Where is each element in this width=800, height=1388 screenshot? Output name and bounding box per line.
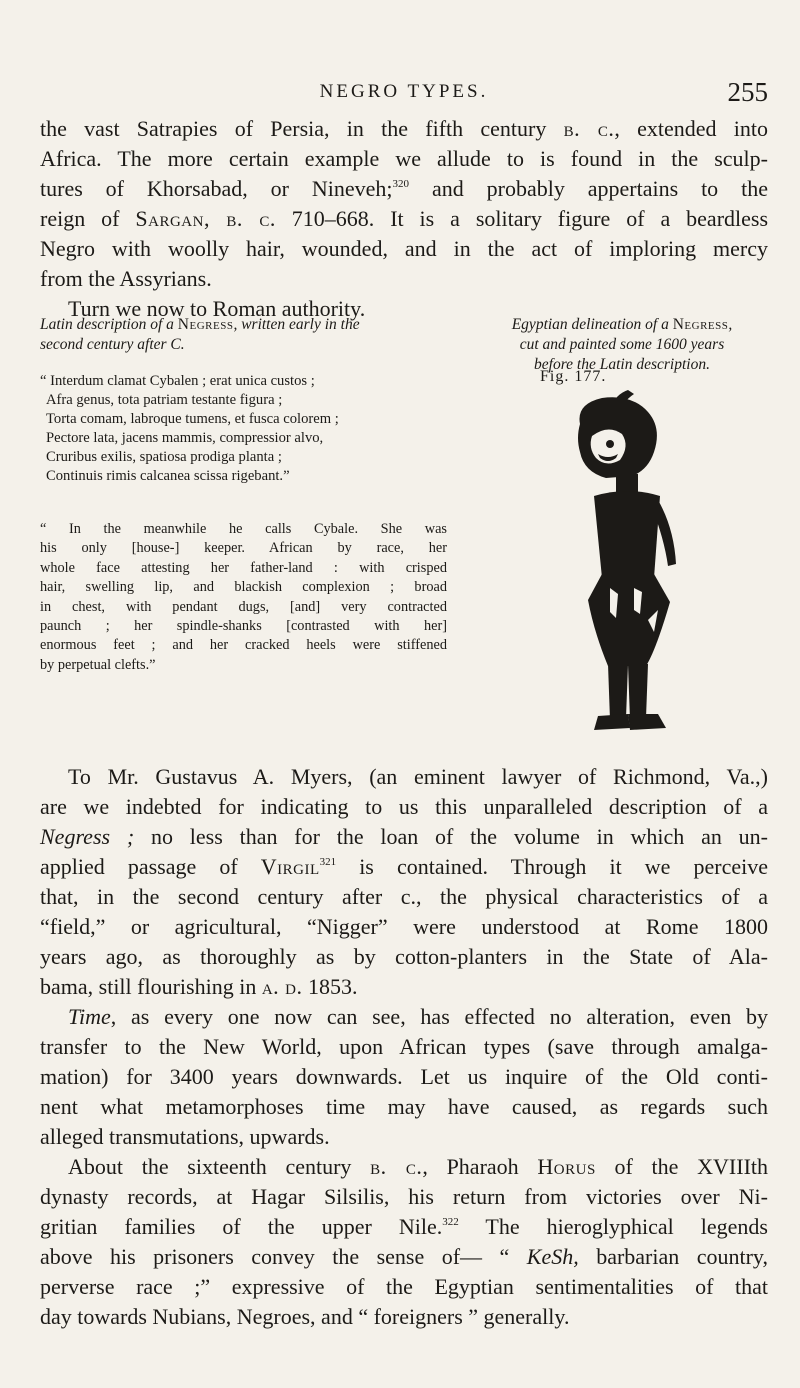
translation-line: paunch ; her spindle-shanks [contrasted with her] bbox=[40, 618, 447, 635]
translation-line: in chest, with pendant dugs, [and] very contracted bbox=[40, 598, 447, 615]
text-line: bama, still flourishing in a. d. 1853. bbox=[40, 974, 358, 999]
running-title: NEGRO TYPES. bbox=[319, 81, 489, 102]
text-line: above his prisoners convey the sense of— “ KeSh, barbarian country, bbox=[40, 1244, 768, 1269]
text-line: mation) for 3400 years downwards. Let us inquire of the Old conti- bbox=[40, 1064, 768, 1089]
text-line: years ago, as thoroughly as by cotton-planters in the State of Ala- bbox=[40, 944, 768, 969]
text-line: Turn we now to Roman authority. bbox=[68, 296, 366, 321]
page-number: 255 bbox=[727, 77, 768, 107]
text-line: Negress ; no less than for the loan of the volume in which an un- bbox=[40, 824, 768, 849]
text-line: that, in the second century after c., the physical characteristics of a bbox=[40, 884, 768, 909]
text-line: from the Assyrians. bbox=[40, 266, 212, 291]
negress-figure-icon bbox=[536, 388, 716, 744]
text-line: Africa. The more certain example we allude to is found in the sculp- bbox=[40, 146, 768, 171]
text-line: Negro with woolly hair, wounded, and in the act of imploring mercy bbox=[40, 236, 768, 261]
translation-line: whole face attesting her father-land : with crisped bbox=[40, 559, 447, 576]
text-line: transfer to the New World, upon African types (save through amalga- bbox=[40, 1034, 768, 1059]
egyptian-caption: Egyptian delineation of a Negress, cut and painted some 1600 years before the Latin description. bbox=[511, 316, 733, 373]
text-line: nent what metamorphoses time may have caused, as regards such bbox=[40, 1094, 768, 1119]
text-line: alleged transmutations, upwards. bbox=[40, 1124, 330, 1149]
translation-line: “ In the meanwhile he calls Cybale. She was bbox=[40, 521, 447, 537]
translation-line: his only [house-] keeper. African by race, her bbox=[40, 540, 447, 557]
figure-label: Fig. 177. bbox=[540, 368, 607, 385]
translation-line: by perpetual clefts.” bbox=[40, 656, 156, 673]
text-line: tures of Khorsabad, or Nineveh;$^{320}$ and probably appertains to the bbox=[40, 176, 768, 201]
intro-paragraph bbox=[40, 114, 768, 324]
body-paragraph-3 bbox=[40, 1152, 768, 1332]
running-head bbox=[40, 74, 768, 110]
footnote-ref: 321 bbox=[319, 856, 337, 868]
text-line: are we indebted for indicating to us this unparalleled description of a bbox=[40, 794, 768, 819]
text-line: day towards Nubians, Negroes, and “ foreigners ” generally. bbox=[40, 1304, 570, 1329]
text-line: reign of Sargan, b. c. 710–668. It is a solitary figure of a beardless bbox=[40, 206, 769, 231]
text-line: “field,” or agricultural, “Nigger” were understood at Rome 1800 bbox=[40, 914, 768, 939]
translation-line: hair, swelling lip, and blackish complexion ; broad bbox=[40, 579, 447, 596]
verse-line: “ Interdum clamat Cybalen ; erat unica custos ; bbox=[40, 373, 315, 389]
body-paragraph-1 bbox=[40, 762, 768, 1002]
body-paragraph-2 bbox=[40, 1002, 768, 1152]
text-line: About the sixteenth century b. c., Pharaoh Horus of the XVIIIth bbox=[68, 1154, 769, 1179]
latin-verse bbox=[40, 372, 340, 486]
latin-caption: Latin description of a Negress, written early in the second century after C. bbox=[40, 316, 360, 353]
text-line: To Mr. Gustavus A. Myers, (an eminent lawyer of Richmond, Va.,) bbox=[68, 764, 768, 789]
footnote-ref: 320 bbox=[392, 178, 410, 190]
text-line: applied passage of Virgil$^{321}$ is contained. Through it we perceive bbox=[40, 854, 769, 879]
verse-line: Pectore lata, jacens mammis, compressior alvo, bbox=[46, 430, 324, 446]
verse-line: Afra genus, tota patriam testante figura ; bbox=[46, 392, 283, 408]
translation-line: enormous feet ; and her cracked heels were stiffened bbox=[40, 637, 447, 654]
text-line: dynasty records, at Hagar Silsilis, his return from victories over Ni- bbox=[40, 1184, 768, 1209]
text-line: Time, as every one now can see, has effected no alteration, even by bbox=[68, 1004, 768, 1029]
verse-line: Continuis rimis calcanea scissa rigebant.” bbox=[46, 468, 290, 484]
english-translation bbox=[40, 520, 447, 675]
footnote-ref: 322 bbox=[442, 1216, 459, 1228]
text-line: the vast Satrapies of Persia, in the fifth century b. c., extended into bbox=[40, 116, 768, 141]
text-line: perverse race ;” expressive of the Egyptian sentimentalities of that bbox=[40, 1274, 768, 1299]
text-line: gritian families of the upper Nile.$^{322}$ The hieroglyphical legends bbox=[40, 1214, 768, 1239]
verse-line: Torta comam, labroque tumens, et fusca colorem ; bbox=[46, 411, 339, 427]
verse-line: Cruribus exilis, spatiosa prodiga planta ; bbox=[46, 449, 282, 465]
